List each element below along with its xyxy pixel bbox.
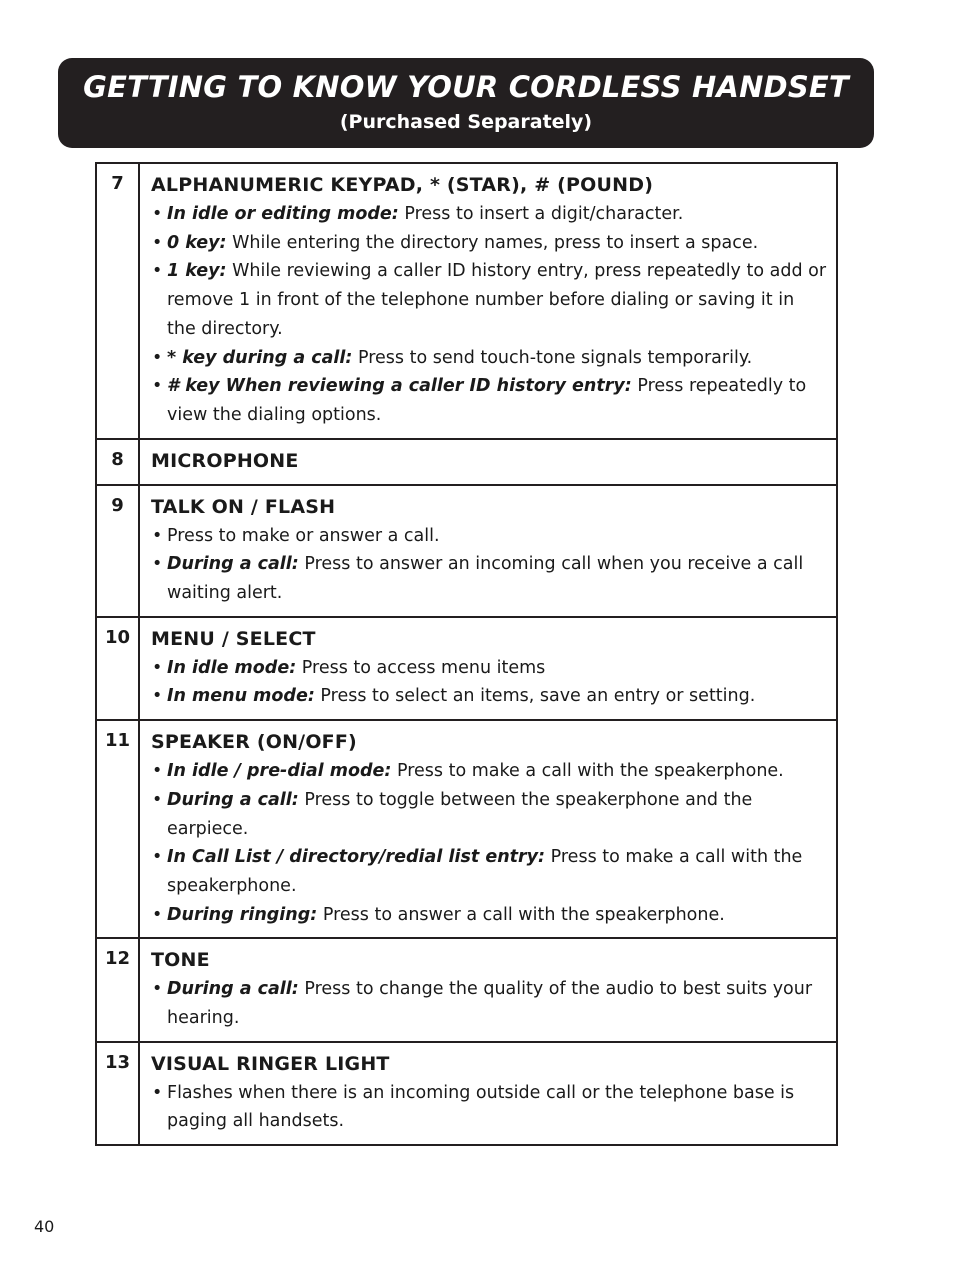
item-title: TONE: [151, 949, 210, 972]
page-number: 40: [34, 1217, 55, 1236]
bullet-text: Press to select an items, save an entry or setting.: [314, 686, 756, 707]
list-item: [151, 1079, 826, 1136]
item-number: 8: [96, 439, 139, 485]
handset-features-table: [95, 162, 838, 1146]
item-title: VISUAL RINGER LIGHT: [151, 1052, 390, 1075]
item-title: TALK ON / FLASH: [151, 495, 336, 518]
table-row: [96, 720, 837, 938]
table-row: [96, 163, 837, 439]
list-item: [151, 757, 826, 786]
bullet-list: [151, 200, 826, 430]
bullet-text: Press to answer a call with the speakerphone.: [317, 904, 725, 925]
bullet-label: * key during a call:: [167, 347, 353, 368]
bullet-list: [151, 1079, 826, 1136]
bullet-list: [151, 975, 826, 1032]
bullet-text: While reviewing a caller ID history entry, press repeatedly to add or remove 1 in front of the telephone number before dialing or saving it in the directory.: [167, 261, 827, 339]
list-item: [151, 372, 826, 429]
item-number: 9: [96, 485, 139, 617]
item-title: MENU / SELECT: [151, 627, 316, 650]
bullet-label: In menu mode:: [167, 686, 315, 707]
list-item: [151, 682, 826, 711]
bullet-text: While entering the directory names, press to insert a space.: [226, 232, 759, 253]
item-number: 13: [96, 1042, 139, 1145]
bullet-text: Flashes when there is an incoming outside call or the telephone base is paging all handsets.: [167, 1082, 795, 1132]
item-number: 10: [96, 617, 139, 720]
item-description: [139, 1042, 837, 1145]
list-item: [151, 200, 826, 229]
section-header-banner: [58, 58, 874, 148]
item-description: [139, 485, 837, 617]
bullet-text: Press to make a call with the speakerphone.: [391, 761, 784, 782]
bullet-text: Press to send touch-tone signals temporarily.: [352, 347, 753, 368]
bullet-list: [151, 757, 826, 929]
bullet-list: [151, 654, 826, 711]
list-item: [151, 654, 826, 683]
bullet-list: [151, 522, 826, 608]
item-title: ALPHANUMERIC KEYPAD, * (STAR), # (POUND): [151, 174, 654, 196]
item-description: [139, 938, 837, 1041]
item-number: 12: [96, 938, 139, 1041]
bullet-text: Press to answer an incoming call when you receive a call waiting alert.: [167, 554, 804, 604]
item-title: MICROPHONE: [151, 449, 299, 472]
page-subtitle: (Purchased Separately): [339, 111, 593, 133]
item-number: 11: [96, 720, 139, 938]
bullet-label: During a call:: [167, 554, 299, 575]
list-item: [151, 229, 826, 258]
item-description: [139, 163, 837, 439]
list-item: [151, 257, 826, 343]
bullet-label: In idle / pre-dial mode:: [167, 761, 392, 782]
bullet-label: In idle mode:: [167, 657, 297, 678]
bullet-text: Press to toggle between the speakerphone and the earpiece.: [167, 789, 753, 839]
list-item: [151, 344, 826, 373]
table-row: [96, 617, 837, 720]
list-item: [151, 901, 826, 930]
item-description: [139, 439, 837, 485]
table-row: [96, 1042, 837, 1145]
item-number: 7: [96, 163, 139, 439]
bullet-text: Press to insert a digit/character.: [398, 204, 684, 224]
table-body: [96, 163, 837, 1145]
table-row: [96, 439, 837, 485]
list-item: [151, 843, 826, 900]
bullet-text: Press repeatedly to view the dialing options.: [167, 376, 807, 425]
item-description: [139, 617, 837, 720]
bullet-label: During a call:: [167, 789, 299, 810]
bullet-text: Press to make or answer a call.: [167, 525, 440, 546]
bullet-label: 0 key:: [167, 232, 227, 253]
bullet-label: # key When reviewing a caller ID history entry:: [167, 376, 632, 397]
bullet-label: During a call:: [167, 979, 299, 1000]
list-item: [151, 975, 826, 1032]
list-item: [151, 550, 826, 607]
item-description: [139, 720, 837, 938]
bullet-label: During ringing:: [167, 904, 318, 925]
list-item: [151, 522, 826, 551]
bullet-label: In Call List / directory/redial list entry:: [167, 847, 546, 868]
bullet-text: Press to access menu items: [296, 657, 546, 678]
table-row: [96, 938, 837, 1041]
bullet-text: Press to make a call with the speakerphone.: [167, 847, 803, 896]
bullet-text: Press to change the quality of the audio to best suits your hearing.: [167, 979, 813, 1029]
list-item: [151, 786, 826, 843]
table-row: [96, 485, 837, 617]
page-title: GETTING TO KNOW YOUR CORDLESS HANDSET: [83, 70, 849, 104]
bullet-label: 1 key:: [167, 261, 227, 282]
bullet-label: In idle or editing mode:: [167, 204, 399, 224]
item-title: SPEAKER (ON/OFF): [151, 731, 357, 754]
